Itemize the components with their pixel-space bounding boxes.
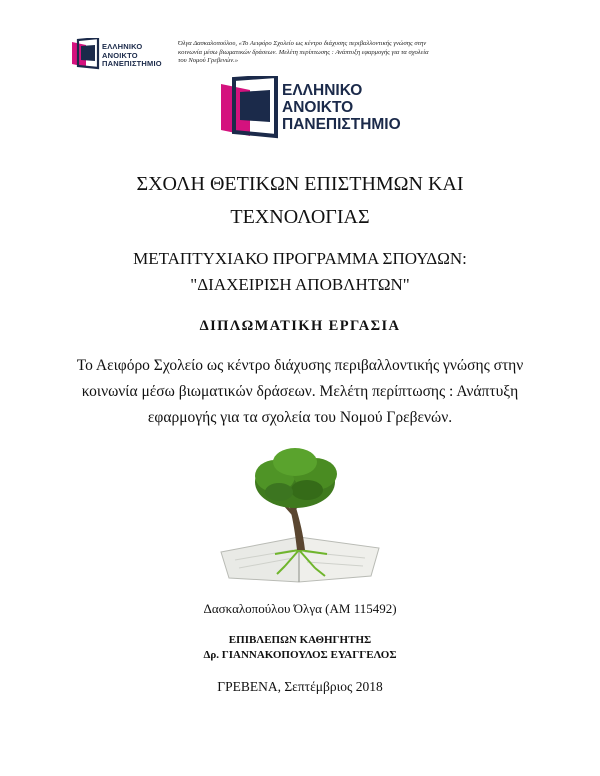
supervisor-name: Δρ. ΓΙΑΝΝΑΚΟΠΟΥΛΟΣ ΕΥΑΓΓΕΛΟΣ <box>203 649 397 661</box>
supervisor-block <box>0 633 600 663</box>
place-date: ΓΡΕΒΕΝΑ, Σεπτέμβριος 2018 <box>217 679 383 694</box>
main-logo-text: ΕΛΛΗΝΙΚΟ ΑΝΟΙΚΤΟ ΠΑΝΕΠΙΣΤΗΜΙΟ <box>282 82 401 133</box>
thesis-label: ΔΙΠΛΩΜΑΤΙΚΗ ΕΡΓΑΣΙΑ <box>199 318 401 334</box>
header-logo <box>70 38 180 72</box>
tree-growing-from-book-icon <box>215 442 385 592</box>
supervisor-label: ΕΠΙΒΛΕΠΩΝ ΚΑΘΗΓΗΤΗΣ <box>228 634 372 646</box>
author: Δασκαλοπούλου Όλγα (ΑΜ 115492) <box>203 601 397 616</box>
main-logo <box>218 76 401 140</box>
thesis-title: Το Αειφόρο Σχολείο ως κέντρο διάχυσης περιβαλλοντικής γνώσης στην κοινωνία μέσω βιωματικών δράσεων. Μελέτη περίπτωσης : Ανάπτυξη εφαρμογής για τα σχολεία του Νομού Γρεβενών. <box>76 357 524 426</box>
program-name: ΜΕΤΑΠΤΥΧΙΑΚΟ ΠΡΟΓΡΑΜΜΑ ΣΠΟΥΔΩΝ: "ΔΙΑΧΕΙΡΙΣΗ ΑΠΟΒΛΗΤΩΝ" <box>133 249 467 294</box>
header-citation-note: Όλγα Δασκαλοπούλου, «Το Αειφόρο Σχολείο ως κέντρο διάχυσης περιβαλλοντικής γνώσης στην κοινωνία μέσω βιωματικών δράσεων. Μελέτη περίπτωσης : Ανάπτυξη εφαρμογής για τα σχολεία του Νομού Γρεβενών.» <box>178 40 429 65</box>
school-name: ΣΧΟΛΗ ΘΕΤΙΚΩΝ ΕΠΙΣΤΗΜΩΝ ΚΑΙ ΤΕΧΝΟΛΟΓΙΑΣ <box>136 173 464 228</box>
header-logo-text: ΕΛΛΗΝΙΚΟ ΑΝΟΙΚΤΟ ΠΑΝΕΠΙΣΤΗΜΙΟ <box>102 42 162 68</box>
university-logo-icon <box>218 76 280 140</box>
university-logo-icon <box>70 38 100 70</box>
